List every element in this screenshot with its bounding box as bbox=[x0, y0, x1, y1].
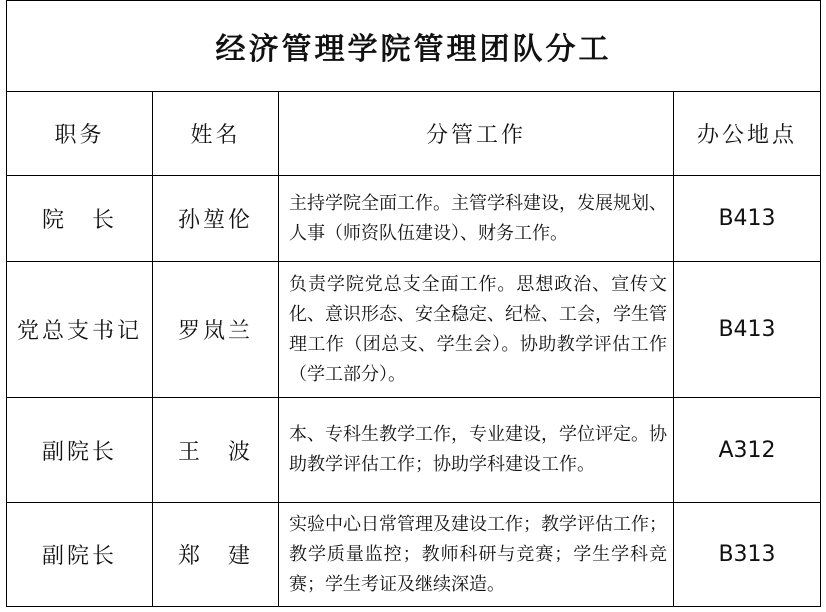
cell-name: 罗岚兰 bbox=[153, 262, 279, 398]
table-title: 经济管理学院管理团队分工 bbox=[7, 1, 821, 92]
cell-name: 王 波 bbox=[153, 398, 279, 503]
cell-position: 党总支书记 bbox=[7, 262, 153, 398]
cell-duties: 本、专科生教学工作，专业建设，学位评定。协助教学评估工作；协助学科建设工作。 bbox=[279, 398, 674, 503]
header-office: 办公地点 bbox=[674, 92, 821, 176]
header-duties: 分管工作 bbox=[279, 92, 674, 176]
table-row bbox=[7, 262, 821, 398]
cell-position: 副院长 bbox=[7, 398, 153, 503]
cell-office: B313 bbox=[674, 503, 821, 607]
cell-office: A312 bbox=[674, 398, 821, 503]
cell-office: B413 bbox=[674, 262, 821, 398]
cell-duties: 负责学院党总支全面工作。思想政治、宣传文化、意识形态、安全稳定、纪检、工会，学生管理工作（团总支、学生会）。协助教学评估工作（学工部分）。 bbox=[279, 262, 674, 398]
header-name: 姓名 bbox=[153, 92, 279, 176]
team-table-container bbox=[6, 0, 820, 608]
cell-name: 孙堃伦 bbox=[153, 176, 279, 262]
table-row bbox=[7, 176, 821, 262]
table-row bbox=[7, 398, 821, 503]
cell-duties: 实验中心日常管理及建设工作；教学评估工作；教学质量监控；教师科研与竞赛；学生学科竞赛；学生考证及继续深造。 bbox=[279, 503, 674, 607]
cell-name: 郑 建 bbox=[153, 503, 279, 607]
cell-duties: 主持学院全面工作。主管学科建设，发展规划、人事（师资队伍建设）、财务工作。 bbox=[279, 176, 674, 262]
cell-position: 院 长 bbox=[7, 176, 153, 262]
header-position: 职务 bbox=[7, 92, 153, 176]
table-row bbox=[7, 503, 821, 607]
team-division-table bbox=[6, 0, 821, 607]
cell-position: 副院长 bbox=[7, 503, 153, 607]
cell-office: B413 bbox=[674, 176, 821, 262]
